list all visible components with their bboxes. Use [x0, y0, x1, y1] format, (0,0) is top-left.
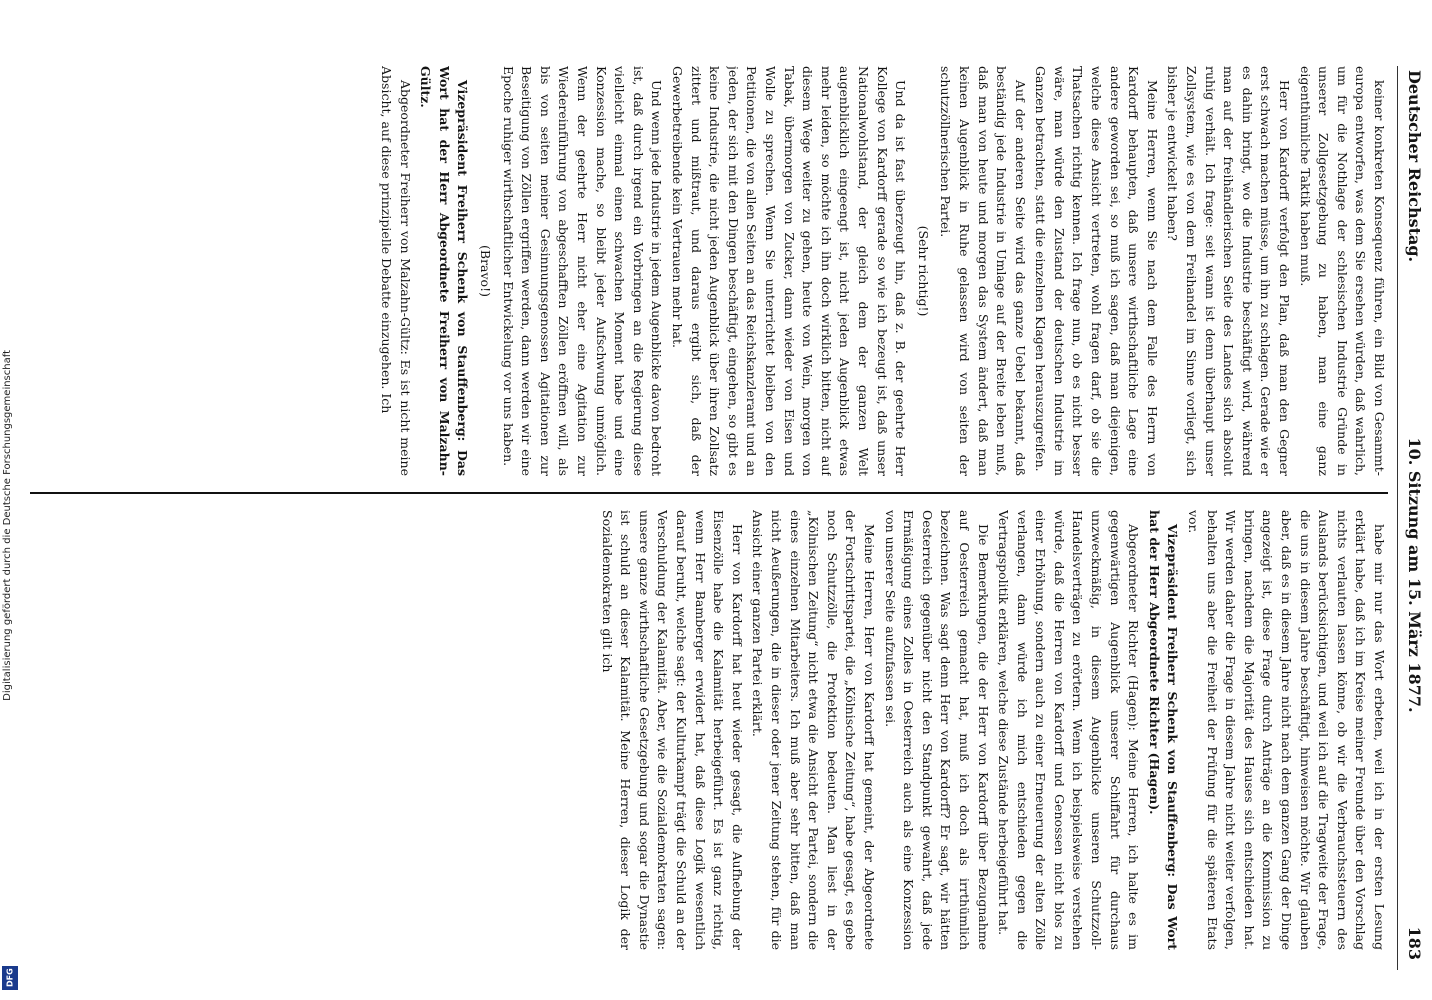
paragraph: Die Bemerkungen, die der Herr von Kardorff über Bezugnahme auf Oesterreich gemacht hat, muß ich doch als irrthümlich bezeichnen. Was sagt denn Herr von Kardorff? Er sagt, wir hätten Oesterreich gegenüber nicht den Standpunkt gewahrt, daß jede Ermäßigung eines Zolles in Oesterreich auch als eine Konzession von unserer Seite aufzufassen sei. — [882, 510, 991, 950]
paragraph: Vizepräsident Freiherr Schenk von Stauffenberg: Das Wort hat der Herr Abgeordnete Richter (Hagen). — [1146, 510, 1181, 950]
paragraph: Herr von Kardorff verfolgt den Plan, daß man den Gegner erst schwach machen müsse, um ihn zu schlagen. Gerade wie er es dahin bringt, wo die Industrie beschäftigt wird, während man auf der freihändlerischen Seite des Landes sich absolut ruhig verhält. Ich frage: seit wann ist denn überhaupt unser Zollsystem, wie es von dem Freihandel im Sinne vorliegt, sich bisher je entwickelt haben? — [1165, 66, 1293, 476]
paragraph: Meine Herren, wenn Sie nach dem Falle des Herrn von Kardorff behaupten, daß unsere wirthschaftliche Lage eine andere geworden sei, so muß ich sagen, daß man diejenigen, welche diese Ansicht vertreten, wohl fragen darf, ob sie die Thatsachen richtig kennen. Ich frage nun, ob es nicht besser wäre, man würde den Zustand der deutschen Industrie im Ganzen betrachten, statt die einzelnen Klagen herauszugreifen. — [1033, 66, 1160, 476]
paragraph: Abgeordneter Richter (Hagen): Meine Herren, ich halte es im gegenwärtigen Augenblick unserer Schiffahrt für durchaus unzweckmäßig, in diesem Augenblicke unseren Schutzzoll-Handelsverträgen zu erörtern. Wenn ich beispielsweise verstehen würde, daß die Herren von Kardorff und Genossen nicht blos zu einer Erhöhung, sondern auch zu einer Erneuerung der alten Zölle verlangen, dann würde ich mich entschieden gegen die Vertragspolitik erklären, welche diese Zustände herbeigeführt hat. — [996, 510, 1142, 950]
column-divider — [30, 492, 1388, 494]
paragraph: Herr von Kardorff hat heut wieder gesagt, die Aufhebung der Eisenzölle habe die Kalamität herbeigeführt. Es ist ganz richtig, wenn Herr Bamberger erwidert hat, daß diese Logik wesentlich darauf beruht, welche sagt: der Kulturkampf trägt die Schuld an der Verschuldung der Kalamität. Aber, wie die Sozialdemokraten sagen: unsere ganze wirthschaftliche Gesetzgebung und sogar die Dynastie ist schuld an dieser Kalamität. Meine Herren, dieser Logik der Sozialdemokraten gilt ich — [599, 510, 745, 950]
right-column — [30, 510, 1388, 950]
running-title: Deutscher Reichstag. — [1405, 70, 1424, 263]
paragraph: (Bravo!) — [478, 245, 494, 297]
paragraph: Auf der anderen Seite wird das ganze Uebel bekannt, daß beständig jede Industrie in Umlage auf der Breite leben muß, daß man von heute und morgen das System ändert, daß man keinen Augenblick in Ruhe gelassen wird von seiten der schutzzöllnerischen Partei. — [938, 66, 1028, 476]
paragraph: Abgeordneter Freiherr von Malzahn-Gültz: Es ist nicht meine Absicht, auf diese prinzipielle Debatte einzugehen. Ich — [379, 66, 413, 476]
paragraph: Und wenn jede Industrie in jedem Augenblicke davon bedroht ist, daß durch irgend ein Vorbringen an die Regierung diese vielleicht einmal einen schwachen Moment habe und eine Konzession mache, so bleibt jeder Aufschwung unmöglich. Wenn der geehrte Herr nicht eher eine Agitation zur Wiedereinführung von abgeschafften Zöllen eröffnen will, als bis von seiten meiner Gesinnungsgenossen Agitationen zur Beseitigung von Zöllen ergriffen werden, dann werden wir eine Epoche ruhiger wirthschaftlicher Entwickelung vor uns haben. — [500, 66, 665, 476]
digitization-attribution: Digitalisierung gefördert durch die Deutsche Forschungsgemeinschaft — [2, 350, 13, 701]
session-date: 10. Sitzung am 15. März 1877. — [1405, 437, 1424, 713]
page-number: 183 — [1405, 926, 1424, 960]
paragraph: keiner konkreten Konsequenz führen, ein Bild von Gesammt-europa entworfen, was dem Sie ersehen würden, daß wahrlich, um für die Nothlage der schlesischen Industrie Gründe in unserer Zollgesetzgebung zu haben, man eine ganz eigenthümliche Taktik haben muß. — [1297, 66, 1387, 476]
paragraph: Und da ist fast überzeugt hin, daß z. B. der geehrte Herr Kollege von Kardorff gerade so wie ich bezeugt ist, daß unser Nationalwohlstand, der gleich dem der ganzen Welt augenblicklich eingeengt ist, nicht jeden Augenblick etwas mehr leiden, so möchte ich ihn doch wirklich bitten, nicht auf diesem Wege weiter zu gehen, heute von Wein, morgen von Tabak, übermorgen von Zucker, dann wieder von Eisen und Wolle zu sprechen. Wenn Sie unterrichtet bleiben von den Petitionen, die von allen Seiten an das Reichskanzleramt und an jeden, der sich mit den Dingen beschäftigt, eingehen, so gibt es keine Industrie, die nicht jeden Augenblick über ihren Zollsatz zittert und mißtraut, und daraus ergibt sich, daß der Gewerbetreibende kein Vertrauen mehr hat. — [670, 66, 909, 476]
header-rule — [1397, 66, 1398, 970]
dfg-logo: DFG — [2, 966, 18, 990]
paragraph: habe mir nur das Wort erbeten, weil ich in der ersten Lesung erklärt habe, daß ich im Kreise meiner Freunde über den Vorschlag nichts verlauten lassen könne, ob wir die Verbrauchssteuern des Auslands berücksichtigen, und weil ich auf die Tragweite der Frage, die uns in diesem Jahre beschäftigt, hinweisen möchte. Wir glauben aber, daß es in diesem Jahre nicht nach dem ganzen Gang der Dinge angezeigt ist, diese Frage durch Anträge an die Kommission zu bringen, nachdem die Majorität des Hauses sich entschieden hat. Wir werden daher die Frage in diesem Jahre nicht weiter verfolgen, behalten uns aber die Freiheit der Prüfung für die späteren Etats vor. — [1186, 510, 1387, 950]
left-column — [30, 66, 1388, 476]
paragraph: Meine Herren, Herr von Kardorff hat gemeint, der Abgeordnete der Fortschrittspartei, die „Kölnische Zeitung“, habe gesagt, es gebe noch Schutzzölle, die Protektion bedeuten. Man liest in der „Kölnischen Zeitung“ nicht etwa die Ansicht der Partei, sondern die eines einzelnen Mitarbeiters. Ich muß aber sehr bitten, daß man nicht Aeußerungen, die in dieser oder jener Zeitung stehen, für die Ansicht einer ganzen Partei erklärt. — [750, 510, 877, 950]
paragraph: (Sehr richtig!) — [915, 225, 931, 317]
paragraph: Vizepräsident Freiherr Schenk von Stauffenberg: Das Wort hat der Herr Abgeordnete Freiherr von Malzahn-Gültz. — [418, 66, 471, 476]
page-header — [1398, 70, 1424, 960]
